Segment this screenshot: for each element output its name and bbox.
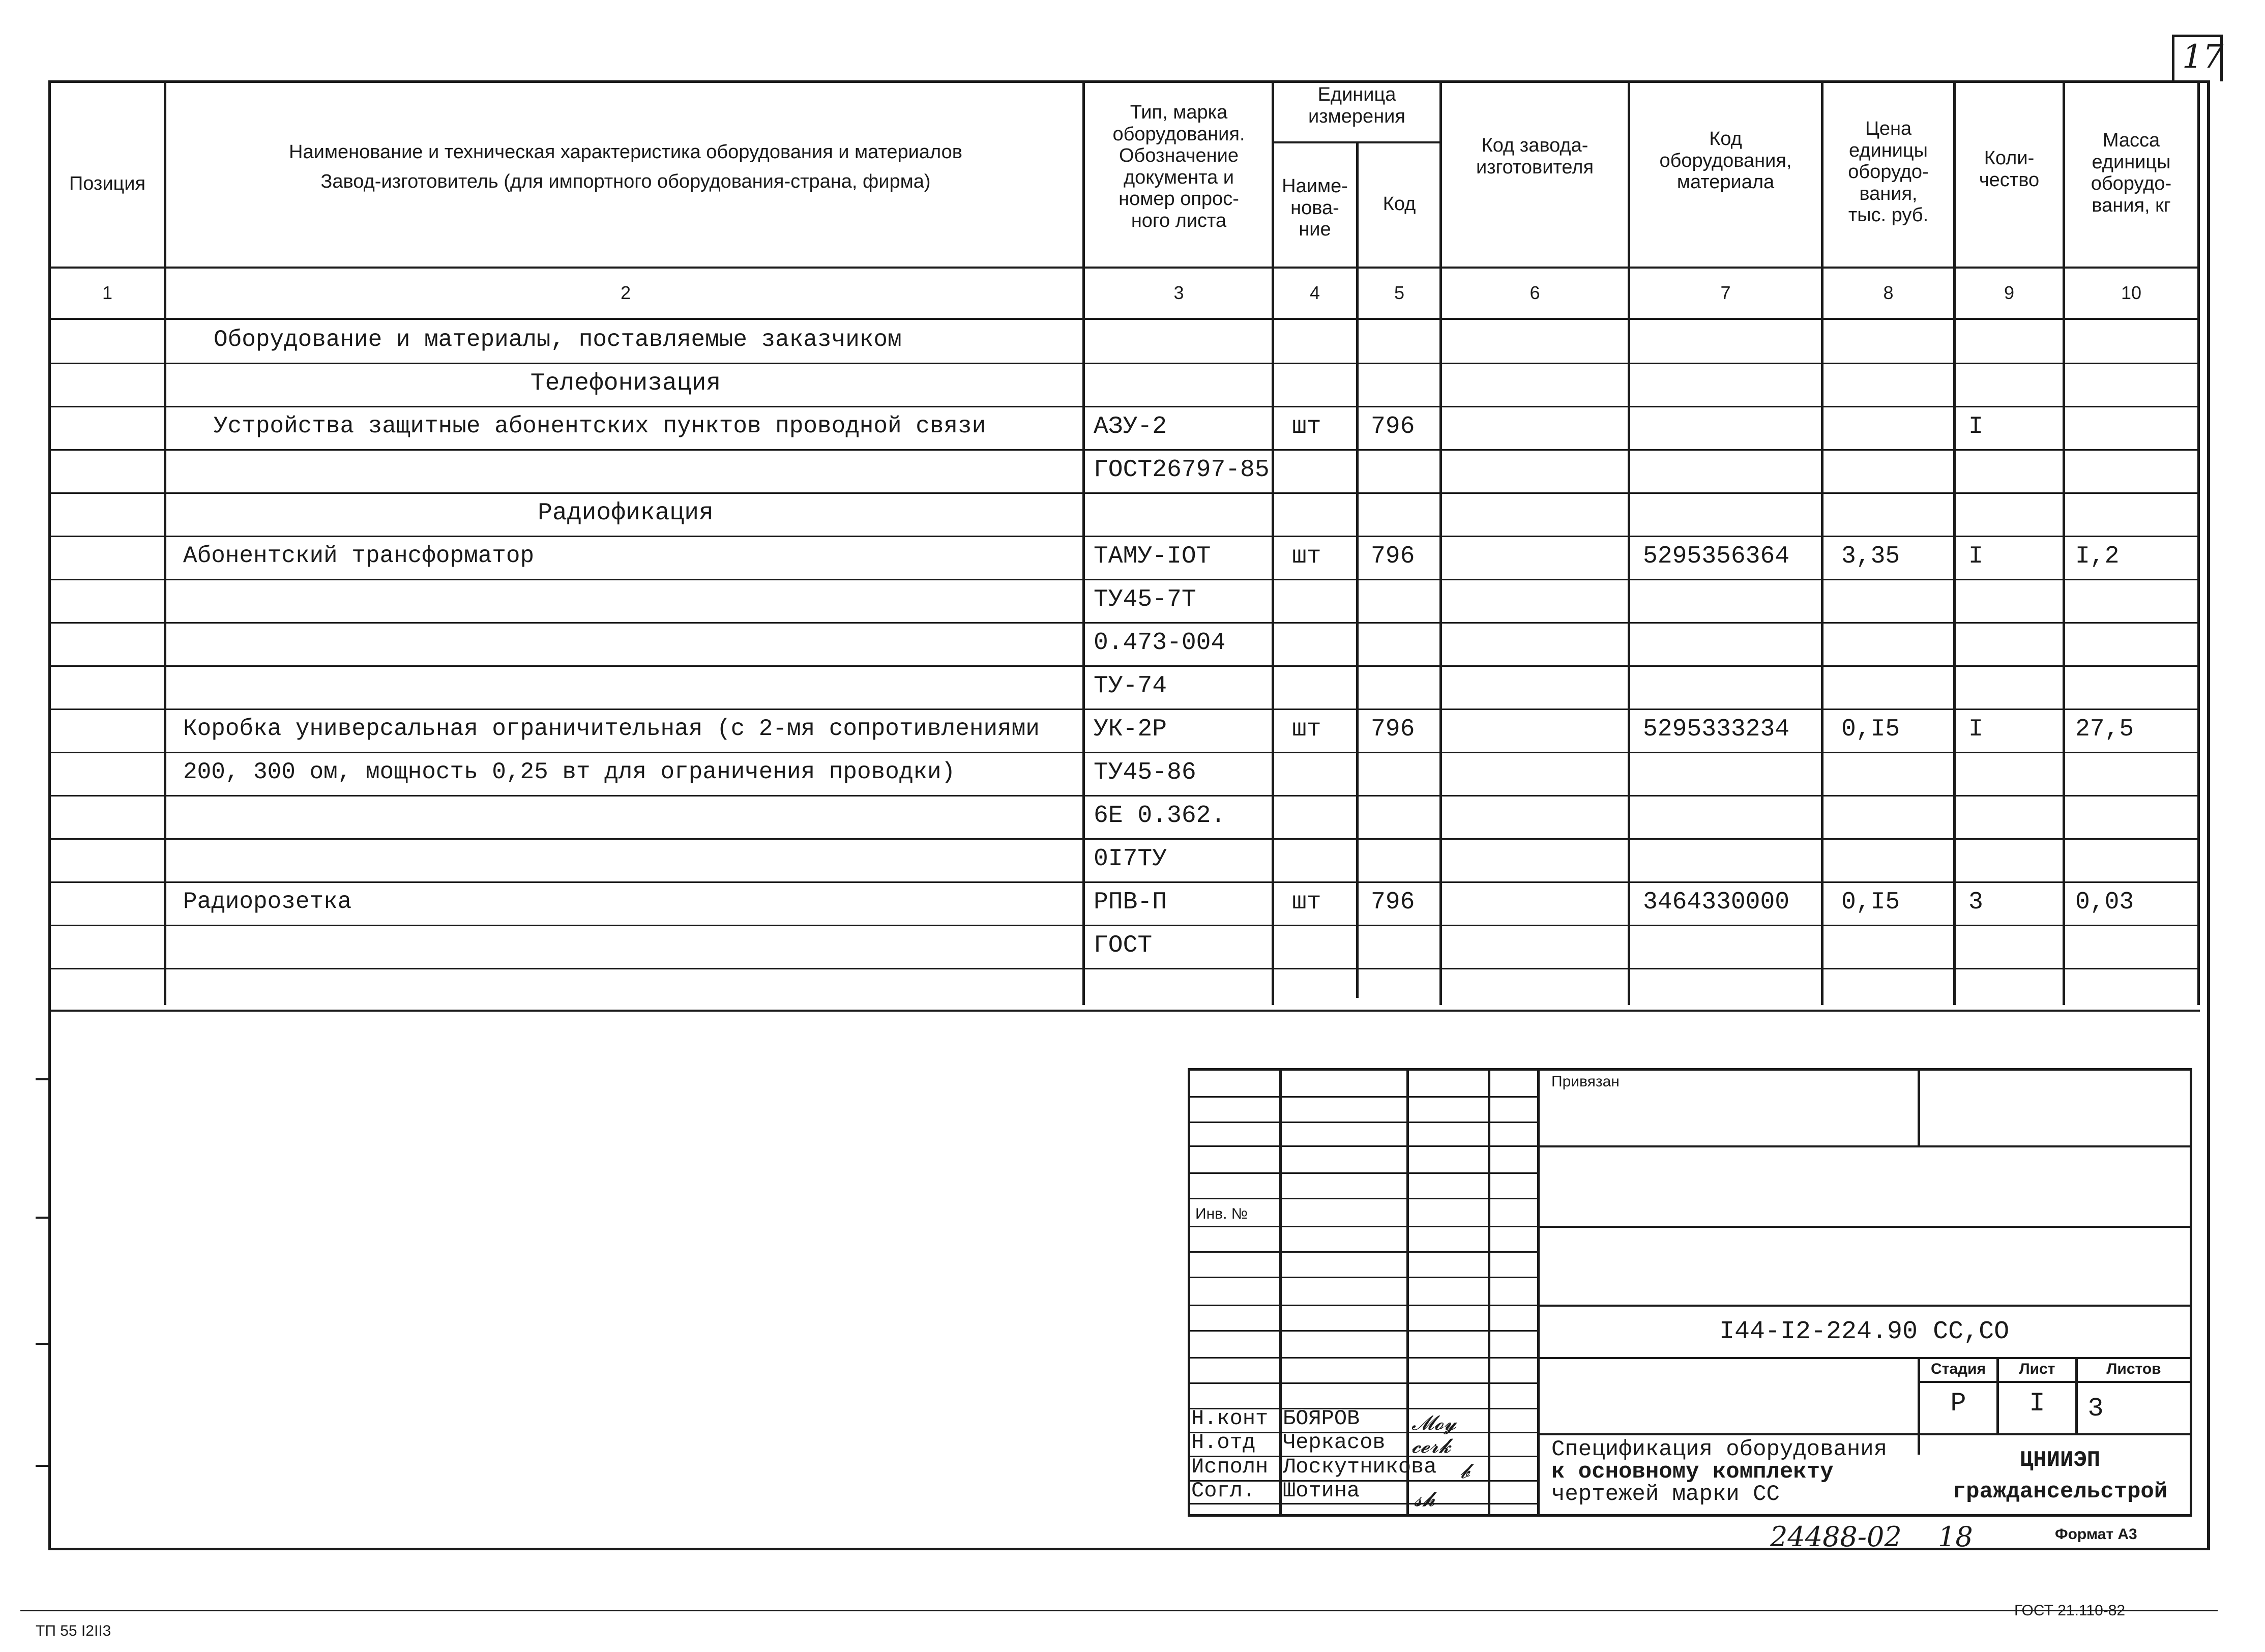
col-divider-1 bbox=[164, 80, 166, 1005]
cell-mass: 0,03 bbox=[2075, 889, 2134, 916]
tb-person: БОЯРОВ bbox=[1283, 1406, 1360, 1431]
colnum-1: 1 bbox=[102, 282, 113, 303]
header-material-code bbox=[1630, 128, 1821, 193]
table-row-line bbox=[48, 363, 2200, 364]
cell-mat: 3464330000 bbox=[1643, 889, 1790, 916]
cell-code: 796 bbox=[1371, 716, 1415, 743]
col-divider-8 bbox=[1953, 80, 1956, 1005]
column-number-line bbox=[48, 318, 2200, 320]
cell-price: 0,I5 bbox=[1841, 889, 1900, 916]
header-price-l1: Цена bbox=[1865, 118, 1912, 139]
tb-grid-line bbox=[1188, 1277, 1539, 1278]
cell-name: Устройства защитные абонентских пунктов проводной связи bbox=[214, 413, 986, 439]
cell-code: 796 bbox=[1371, 889, 1415, 916]
tb-v5 bbox=[1918, 1068, 1920, 1145]
tb-doc-title-l3: чертежей марки СС bbox=[1551, 1482, 1780, 1507]
tb-v6 bbox=[1918, 1357, 1920, 1455]
cell-name: Коробка универсальная ограничительная (с 2-мя сопротивлениями bbox=[183, 716, 1040, 742]
header-type-l3: Обозначение bbox=[1119, 145, 1239, 167]
cell-name: Оборудование и материалы, поставляемые заказчиком bbox=[214, 327, 902, 353]
tb-role: Н.конт bbox=[1191, 1406, 1269, 1431]
footer-left-code: ТП 55 I2II3 bbox=[36, 1622, 111, 1639]
cell-price: 0,I5 bbox=[1841, 716, 1900, 743]
header-mass-l4: вания, кг bbox=[2092, 194, 2171, 216]
colnum-9: 9 bbox=[2004, 282, 2015, 303]
tb-org bbox=[1928, 1444, 2192, 1508]
colnum-2: 2 bbox=[620, 282, 631, 303]
header-quantity-l2: чество bbox=[1979, 169, 2040, 191]
cell-type: 6Е 0.362. bbox=[1094, 802, 1226, 830]
cell-type: АЗУ-2 bbox=[1094, 413, 1167, 440]
margin-tick-3 bbox=[36, 1343, 48, 1345]
table-row-line bbox=[48, 536, 2200, 537]
tb-sheets-label: Листов bbox=[2106, 1361, 2161, 1377]
tb-grid-line bbox=[1188, 1503, 1539, 1504]
cell-type: 0.473-004 bbox=[1094, 629, 1226, 657]
header-name-line1: Наименование и техническая характеристика оборудования и материалов bbox=[289, 141, 962, 163]
tb-h-r6 bbox=[1537, 1433, 2192, 1435]
table-row-line bbox=[48, 665, 2200, 667]
header-type-l1: Тип, марка bbox=[1130, 102, 1228, 123]
tb-h-r4 bbox=[1537, 1357, 2192, 1359]
signature-4: 𝓼𝓱 bbox=[1414, 1488, 1436, 1511]
signature-3: 𝓫 bbox=[1460, 1460, 1470, 1483]
header-material-l2: оборудования, bbox=[1659, 150, 1792, 171]
tb-h-r2 bbox=[1537, 1226, 2192, 1228]
tb-doc-code: I44-I2-224.90 СС,СО bbox=[1719, 1317, 2010, 1346]
cell-mat: 5295333234 bbox=[1643, 716, 1790, 743]
tb-role: Согл. bbox=[1191, 1479, 1256, 1503]
tb-h-r5 bbox=[1918, 1381, 2192, 1383]
col-divider-9 bbox=[2063, 80, 2065, 1005]
tb-grid-line bbox=[1188, 1357, 1539, 1359]
header-bottom-line bbox=[48, 267, 2200, 269]
cell-mass: I,2 bbox=[2075, 543, 2120, 570]
tb-inv-no: Инв. № bbox=[1195, 1205, 1248, 1222]
cell-type: ТУ45-7Т bbox=[1094, 586, 1196, 613]
cell-type: ТУ-74 bbox=[1094, 672, 1167, 700]
cell-mat: 5295356364 bbox=[1643, 543, 1790, 570]
table-row-line bbox=[48, 449, 2200, 451]
table-row-line bbox=[48, 795, 2200, 796]
tb-org-l1: ЦНИИЭП bbox=[2019, 1448, 2101, 1473]
tb-grid-line bbox=[1188, 1226, 1539, 1227]
tb-v8 bbox=[2075, 1357, 2078, 1433]
tb-role: Н.отд bbox=[1191, 1430, 1256, 1455]
cell-type: ГОСТ26797-85 bbox=[1094, 456, 1270, 484]
tb-stage: Р bbox=[1950, 1389, 1966, 1419]
header-factory-code bbox=[1442, 135, 1628, 178]
cell-type: ТАМУ-IOT bbox=[1094, 543, 1211, 570]
tb-grid-line bbox=[1188, 1198, 1539, 1199]
tb-grid-line bbox=[1188, 1330, 1539, 1332]
tb-doc-title bbox=[1551, 1438, 1887, 1506]
header-type-l4: документа и bbox=[1123, 166, 1234, 188]
tb-stage-label: Стадия bbox=[1930, 1361, 1986, 1377]
page-number: 17 bbox=[2182, 38, 2224, 76]
cell-code: 796 bbox=[1371, 543, 1415, 570]
header-factory-l1: Код завода- bbox=[1481, 135, 1589, 156]
tb-role: Исполн bbox=[1191, 1455, 1269, 1479]
margin-tick-4 bbox=[36, 1465, 48, 1467]
header-type bbox=[1086, 102, 1272, 231]
table-row-line bbox=[48, 752, 2200, 753]
tb-sheet-label: Лист bbox=[2019, 1361, 2055, 1377]
tb-person: Лоскутникова bbox=[1283, 1455, 1437, 1479]
tb-privyazan: Привязан bbox=[1551, 1073, 1620, 1090]
tb-doc-title-l2: к основному комплекту bbox=[1551, 1459, 1834, 1485]
tb-v4 bbox=[1537, 1068, 1540, 1517]
header-type-l2: оборудования. bbox=[1112, 123, 1245, 145]
header-price-l2: единицы bbox=[1849, 139, 1928, 161]
table-row-line bbox=[48, 968, 2200, 969]
table-row-line bbox=[48, 881, 2200, 883]
tb-grid-line bbox=[1188, 1305, 1539, 1306]
cell-type: РПВ-П bbox=[1094, 889, 1167, 916]
table-row-line bbox=[48, 838, 2200, 840]
col-divider-4 bbox=[1356, 142, 1359, 998]
header-mass-l2: единицы bbox=[2092, 151, 2171, 173]
header-material-l1: Код bbox=[1709, 128, 1742, 150]
cell-unit: шт bbox=[1292, 716, 1321, 743]
signature-2: 𝓬𝓮𝓻𝓴 bbox=[1411, 1434, 1451, 1458]
header-type-l6: ного листа bbox=[1131, 210, 1227, 231]
cell-code: 796 bbox=[1371, 413, 1415, 440]
tb-grid-line bbox=[1188, 1145, 1539, 1147]
tb-sheets: 3 bbox=[2087, 1394, 2104, 1424]
table-row-line bbox=[48, 406, 2200, 407]
cell-type: ТУ45-86 bbox=[1094, 759, 1196, 786]
header-price-l5: тыс. руб. bbox=[1848, 204, 1929, 226]
cell-qty: 3 bbox=[1968, 889, 1983, 916]
tb-v2 bbox=[1406, 1068, 1409, 1517]
colnum-6: 6 bbox=[1529, 282, 1540, 303]
colnum-8: 8 bbox=[1883, 282, 1894, 303]
header-unit-code: Код bbox=[1382, 193, 1416, 215]
tb-grid-line bbox=[1188, 1122, 1539, 1123]
format-label: Формат А3 bbox=[2055, 1526, 2137, 1543]
cell-type: ГОСТ bbox=[1094, 932, 1153, 959]
header-mass-l1: Масса bbox=[2102, 130, 2160, 151]
col-divider-10 bbox=[2197, 80, 2200, 1005]
header-name-line2: Завод-изготовитель (для импортного оборудования-страна, фирма) bbox=[320, 171, 931, 192]
col-divider-5 bbox=[1439, 80, 1442, 1005]
cell-qty: I bbox=[1968, 716, 1983, 743]
table-row-line bbox=[48, 492, 2200, 494]
cell-name: Абонентский трансформатор bbox=[183, 543, 535, 569]
table-bottom-line bbox=[48, 1010, 2200, 1012]
colnum-7: 7 bbox=[1720, 282, 1731, 303]
cell-price: 3,35 bbox=[1841, 543, 1900, 570]
header-price-l4: вания, bbox=[1859, 183, 1918, 204]
tb-grid-line bbox=[1188, 1382, 1539, 1384]
tb-v7 bbox=[1996, 1357, 1999, 1433]
cell-name: Телефонизация bbox=[530, 370, 721, 397]
tb-v1 bbox=[1279, 1068, 1282, 1517]
footer-gost: ГОСТ 21.110-82 bbox=[2014, 1602, 2126, 1619]
cell-name: Радиофикация bbox=[538, 499, 714, 527]
margin-tick-2 bbox=[36, 1217, 48, 1219]
cell-qty: I bbox=[1968, 543, 1983, 570]
archive-page: 18 bbox=[1938, 1521, 1973, 1553]
tb-org-l2: граждансельстрой bbox=[1952, 1479, 2168, 1504]
header-unit-name-l2: нова- bbox=[1290, 197, 1339, 219]
colnum-5: 5 bbox=[1394, 282, 1405, 303]
cell-type: УК-2Р bbox=[1094, 716, 1167, 743]
header-unit-name-l1: Наиме- bbox=[1282, 175, 1348, 197]
header-mass-l3: оборудо- bbox=[2091, 173, 2172, 195]
table-row-line bbox=[48, 622, 2200, 624]
cell-unit: шт bbox=[1292, 413, 1321, 440]
header-material-l3: материала bbox=[1676, 171, 1775, 193]
tb-h-r1 bbox=[1537, 1145, 2192, 1147]
table-row-line bbox=[48, 709, 2200, 710]
tb-grid-line bbox=[1188, 1172, 1539, 1174]
header-quantity-l1: Коли- bbox=[1984, 148, 2035, 169]
colnum-10: 10 bbox=[2121, 282, 2142, 303]
margin-tick-1 bbox=[36, 1078, 48, 1080]
header-factory-l2: изготовителя bbox=[1476, 156, 1594, 178]
header-unit-l2: измерения bbox=[1308, 105, 1405, 127]
tb-person: Шотина bbox=[1283, 1479, 1360, 1503]
bottom-line bbox=[20, 1610, 2218, 1611]
header-price bbox=[1823, 118, 1953, 226]
cell-unit: шт bbox=[1292, 889, 1321, 916]
header-type-l5: номер опрос- bbox=[1119, 188, 1239, 210]
tb-grid-line bbox=[1188, 1096, 1539, 1098]
tb-v3 bbox=[1488, 1068, 1490, 1517]
cell-mass: 27,5 bbox=[2075, 716, 2134, 743]
unit-group-line bbox=[1272, 141, 1442, 143]
table-row-line bbox=[48, 925, 2200, 926]
cell-name: Радиорозетка bbox=[183, 889, 352, 915]
table-row-line bbox=[48, 579, 2200, 580]
header-price-l3: оборудо- bbox=[1848, 161, 1929, 183]
cell-name: 200, 300 ом, мощность 0,25 вт для ограничения проводки) bbox=[183, 759, 956, 785]
signature-1: 𝓜𝓸𝔂 bbox=[1411, 1411, 1457, 1435]
header-unit-name-l3: ние bbox=[1299, 219, 1331, 241]
col-divider-6 bbox=[1628, 80, 1630, 1005]
header-unit-name bbox=[1274, 175, 1356, 241]
colnum-3: 3 bbox=[1173, 282, 1184, 303]
col-divider-2 bbox=[1082, 80, 1085, 1005]
colnum-4: 4 bbox=[1309, 282, 1320, 303]
archive-number: 24488-02 bbox=[1770, 1521, 1902, 1553]
header-position: Позиция bbox=[69, 173, 146, 194]
cell-unit: шт bbox=[1292, 543, 1321, 570]
tb-h-r3 bbox=[1537, 1305, 2192, 1307]
tb-doc-title-l1: Спецификация оборудования bbox=[1551, 1437, 1888, 1462]
header-quantity bbox=[1956, 148, 2063, 191]
tb-sheet: I bbox=[2029, 1389, 2045, 1419]
tb-person: Черкасов bbox=[1283, 1430, 1386, 1455]
header-unit-group bbox=[1274, 84, 1439, 127]
header-mass bbox=[2065, 130, 2197, 216]
cell-qty: I bbox=[1968, 413, 1983, 440]
tb-grid-line bbox=[1188, 1251, 1539, 1253]
cell-type: 0I7ТУ bbox=[1094, 845, 1167, 873]
header-unit-l1: Единица bbox=[1317, 84, 1396, 105]
